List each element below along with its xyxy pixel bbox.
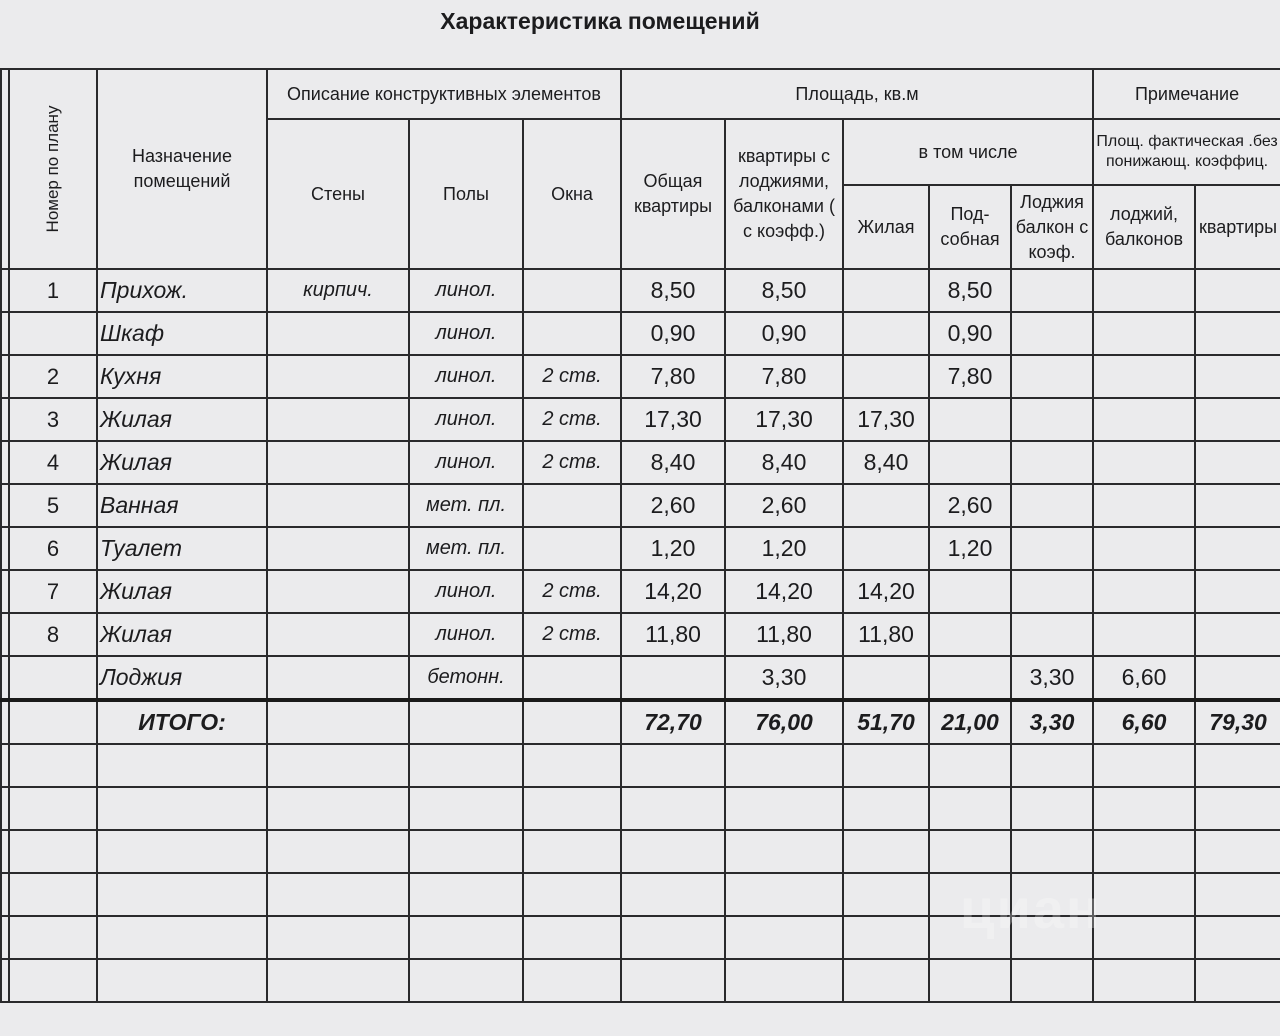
table-row xyxy=(1,269,1280,312)
table-row xyxy=(1,355,1280,398)
fact-loggia-cell xyxy=(1093,398,1195,441)
empty-cell xyxy=(409,873,523,916)
flat-header: квартиры xyxy=(1195,185,1280,269)
loggia-cell xyxy=(1011,269,1093,312)
living-header: Жилая xyxy=(843,185,929,269)
area-header: Площадь, кв.м xyxy=(621,69,1093,119)
empty-cell xyxy=(9,830,97,873)
windows-cell xyxy=(523,527,621,570)
windows-cell xyxy=(523,656,621,700)
empty-cell xyxy=(1093,916,1195,959)
floors-cell: линол. xyxy=(409,441,523,484)
walls-cell xyxy=(267,355,409,398)
loggia-cell xyxy=(1011,484,1093,527)
total-cell: 8,40 xyxy=(621,441,725,484)
empty-cell xyxy=(621,873,725,916)
empty-row xyxy=(1,744,1280,787)
empty-cell xyxy=(9,744,97,787)
windows-cell: 2 ств. xyxy=(523,441,621,484)
room-no: 4 xyxy=(9,441,97,484)
floors-cell: бетонн. xyxy=(409,656,523,700)
loggias-balconies-header: лоджий, балконов xyxy=(1093,185,1195,269)
fact-loggia-cell xyxy=(1093,527,1195,570)
empty-cell xyxy=(523,959,621,1002)
windows-cell: 2 ств. xyxy=(523,570,621,613)
empty-cell xyxy=(523,916,621,959)
fact-flat-cell xyxy=(1195,269,1280,312)
empty-cell xyxy=(843,830,929,873)
empty-cell xyxy=(929,744,1011,787)
room-no xyxy=(9,656,97,700)
table-row xyxy=(1,484,1280,527)
table-row xyxy=(1,527,1280,570)
cut-cell xyxy=(1,700,9,744)
empty-cell xyxy=(97,916,267,959)
cut-cell xyxy=(1,484,9,527)
fact-loggia-cell xyxy=(1093,312,1195,355)
empty-cell xyxy=(725,959,843,1002)
walls-cell xyxy=(267,398,409,441)
empty-cell xyxy=(1195,873,1280,916)
cut-cell xyxy=(1,398,9,441)
fact-flat-cell xyxy=(1195,441,1280,484)
empty-cell xyxy=(97,959,267,1002)
empty-cell xyxy=(621,916,725,959)
floors-cell: линол. xyxy=(409,570,523,613)
empty-cell xyxy=(725,830,843,873)
room-no: 5 xyxy=(9,484,97,527)
empty-cell xyxy=(1,787,9,830)
empty-cell xyxy=(267,787,409,830)
empty-cell xyxy=(1093,873,1195,916)
empty-cell xyxy=(409,959,523,1002)
empty-cell xyxy=(929,830,1011,873)
empty-cell xyxy=(523,787,621,830)
living-cell xyxy=(843,484,929,527)
windows-cell: 2 ств. xyxy=(523,398,621,441)
rooms-table xyxy=(0,68,1280,1003)
empty-row xyxy=(1,830,1280,873)
walls-cell xyxy=(267,441,409,484)
total-cell: 8,50 xyxy=(621,269,725,312)
utility-cell: 1,20 xyxy=(929,527,1011,570)
fact-flat-cell xyxy=(1195,656,1280,700)
with-loggia-cell: 17,30 xyxy=(725,398,843,441)
windows-cell xyxy=(523,312,621,355)
empty-cell xyxy=(725,787,843,830)
floors-cell: мет. пл. xyxy=(409,484,523,527)
totals-utility: 21,00 xyxy=(929,700,1011,744)
empty-cell xyxy=(1,873,9,916)
utility-header: Под-собная xyxy=(929,185,1011,269)
windows-cell xyxy=(523,269,621,312)
room-no: 1 xyxy=(9,269,97,312)
room-name: Жилая xyxy=(97,398,267,441)
utility-cell: 2,60 xyxy=(929,484,1011,527)
walls-cell xyxy=(267,570,409,613)
living-cell: 14,20 xyxy=(843,570,929,613)
header-row-1 xyxy=(1,69,1280,119)
with-loggia-cell: 7,80 xyxy=(725,355,843,398)
table-row xyxy=(1,312,1280,355)
empty-cell xyxy=(9,873,97,916)
total-cell: 0,90 xyxy=(621,312,725,355)
empty-cell xyxy=(725,916,843,959)
empty-cell xyxy=(843,916,929,959)
fact-flat-cell xyxy=(1195,613,1280,656)
empty-cell xyxy=(1011,744,1093,787)
construction-header: Описание конструктивных элементов xyxy=(267,69,621,119)
fact-loggia-cell: 6,60 xyxy=(1093,656,1195,700)
floors-cell: линол. xyxy=(409,269,523,312)
empty-cell xyxy=(1093,787,1195,830)
total-flat-header: Общая квартиры xyxy=(621,119,725,269)
windows-cell: 2 ств. xyxy=(523,355,621,398)
loggia-cell xyxy=(1011,441,1093,484)
living-cell xyxy=(843,527,929,570)
room-no: 6 xyxy=(9,527,97,570)
utility-cell xyxy=(929,656,1011,700)
totals-floors xyxy=(409,700,523,744)
floors-cell: линол. xyxy=(409,398,523,441)
room-no: 7 xyxy=(9,570,97,613)
totals-total: 72,70 xyxy=(621,700,725,744)
room-name: Туалет xyxy=(97,527,267,570)
table-row xyxy=(1,656,1280,700)
empty-cell xyxy=(621,744,725,787)
utility-cell: 0,90 xyxy=(929,312,1011,355)
fact-flat-cell xyxy=(1195,398,1280,441)
loggia-cell xyxy=(1011,312,1093,355)
totals-walls xyxy=(267,700,409,744)
fact-loggia-cell xyxy=(1093,570,1195,613)
with-loggia-header: квартиры с лоджиями, балконами ( с коэфф.) xyxy=(725,119,843,269)
walls-cell xyxy=(267,613,409,656)
with-loggia-cell: 3,30 xyxy=(725,656,843,700)
loggia-cell xyxy=(1011,355,1093,398)
empty-cell xyxy=(843,787,929,830)
empty-cell xyxy=(523,744,621,787)
empty-cell xyxy=(267,959,409,1002)
with-loggia-cell: 2,60 xyxy=(725,484,843,527)
fact-flat-cell xyxy=(1195,312,1280,355)
floors-cell: линол. xyxy=(409,355,523,398)
cut-cell xyxy=(1,355,9,398)
with-loggia-cell: 11,80 xyxy=(725,613,843,656)
empty-cell xyxy=(9,959,97,1002)
empty-cell xyxy=(1195,959,1280,1002)
empty-cell xyxy=(1011,959,1093,1002)
totals-row xyxy=(1,700,1280,744)
floors-header: Полы xyxy=(409,119,523,269)
empty-cell xyxy=(409,916,523,959)
fact-flat-cell xyxy=(1195,355,1280,398)
empty-cell xyxy=(1,916,9,959)
empty-cell xyxy=(97,873,267,916)
loggia-cell xyxy=(1011,527,1093,570)
walls-cell xyxy=(267,527,409,570)
totals-living: 51,70 xyxy=(843,700,929,744)
cut-cell xyxy=(1,613,9,656)
room-name: Лоджия xyxy=(97,656,267,700)
utility-cell xyxy=(929,441,1011,484)
page-title: Характеристика помещений xyxy=(440,8,760,34)
empty-cell xyxy=(97,744,267,787)
windows-cell xyxy=(523,484,621,527)
living-cell xyxy=(843,312,929,355)
fact-loggia-cell xyxy=(1093,484,1195,527)
utility-cell xyxy=(929,570,1011,613)
table-row xyxy=(1,441,1280,484)
walls-header: Стены xyxy=(267,119,409,269)
room-name: Ванная xyxy=(97,484,267,527)
purpose-header: Назначение помещений xyxy=(97,69,267,269)
empty-cell xyxy=(843,959,929,1002)
cut-cell xyxy=(1,269,9,312)
windows-cell: 2 ств. xyxy=(523,613,621,656)
empty-cell xyxy=(725,744,843,787)
room-name: Жилая xyxy=(97,441,267,484)
cut-cell xyxy=(1,441,9,484)
totals-loggia: 3,30 xyxy=(1011,700,1093,744)
note-header: Примечание xyxy=(1093,69,1280,119)
with-loggia-cell: 8,50 xyxy=(725,269,843,312)
with-loggia-cell: 0,90 xyxy=(725,312,843,355)
with-loggia-cell: 8,40 xyxy=(725,441,843,484)
empty-cell xyxy=(267,916,409,959)
empty-cell xyxy=(621,959,725,1002)
empty-cell xyxy=(843,873,929,916)
loggia-coef-header: Лоджия балкон с коэф. xyxy=(1011,185,1093,269)
empty-cell xyxy=(523,873,621,916)
table-row xyxy=(1,613,1280,656)
floors-cell: мет. пл. xyxy=(409,527,523,570)
room-no xyxy=(9,312,97,355)
fact-loggia-cell xyxy=(1093,441,1195,484)
empty-cell xyxy=(267,830,409,873)
living-cell xyxy=(843,656,929,700)
totals-fact-flat: 79,30 xyxy=(1195,700,1280,744)
room-name: Кухня xyxy=(97,355,267,398)
watermark-logo: циан xyxy=(960,877,1102,940)
empty-cell xyxy=(1195,916,1280,959)
empty-cell xyxy=(1,744,9,787)
totals-with-loggia: 76,00 xyxy=(725,700,843,744)
including-header: в том числе xyxy=(843,119,1093,185)
total-cell: 17,30 xyxy=(621,398,725,441)
empty-cell xyxy=(1093,830,1195,873)
empty-cell xyxy=(1,830,9,873)
room-name: Шкаф xyxy=(97,312,267,355)
room-name: Жилая xyxy=(97,613,267,656)
fact-flat-cell xyxy=(1195,484,1280,527)
loggia-cell: 3,30 xyxy=(1011,656,1093,700)
loggia-cell xyxy=(1011,398,1093,441)
walls-cell: кирпич. xyxy=(267,269,409,312)
empty-cell xyxy=(1195,787,1280,830)
room-no-header: Номер по плану xyxy=(9,69,97,269)
empty-cell xyxy=(621,787,725,830)
totals-no xyxy=(9,700,97,744)
room-no: 8 xyxy=(9,613,97,656)
total-cell: 1,20 xyxy=(621,527,725,570)
empty-cell xyxy=(843,744,929,787)
loggia-cell xyxy=(1011,613,1093,656)
walls-cell xyxy=(267,312,409,355)
empty-cell xyxy=(523,830,621,873)
loggia-cell xyxy=(1011,570,1093,613)
empty-cell xyxy=(97,830,267,873)
empty-cell xyxy=(1011,787,1093,830)
room-name: Прихож. xyxy=(97,269,267,312)
cut-column xyxy=(1,69,9,269)
empty-cell xyxy=(1093,959,1195,1002)
table-row xyxy=(1,570,1280,613)
cut-cell xyxy=(1,570,9,613)
room-no: 3 xyxy=(9,398,97,441)
fact-flat-cell xyxy=(1195,570,1280,613)
living-cell xyxy=(843,269,929,312)
empty-cell xyxy=(9,787,97,830)
total-cell: 14,20 xyxy=(621,570,725,613)
empty-cell xyxy=(1,959,9,1002)
totals-windows xyxy=(523,700,621,744)
utility-cell xyxy=(929,613,1011,656)
living-cell: 8,40 xyxy=(843,441,929,484)
total-cell xyxy=(621,656,725,700)
with-loggia-cell: 1,20 xyxy=(725,527,843,570)
empty-cell xyxy=(929,787,1011,830)
cut-cell xyxy=(1,656,9,700)
totals-fact-loggia: 6,60 xyxy=(1093,700,1195,744)
total-cell: 11,80 xyxy=(621,613,725,656)
empty-cell xyxy=(1093,744,1195,787)
living-cell xyxy=(843,355,929,398)
floors-cell: линол. xyxy=(409,312,523,355)
table-row xyxy=(1,398,1280,441)
note-sub-header: Площ. фактическая .без понижающ. коэффиц. xyxy=(1093,119,1280,185)
room-no: 2 xyxy=(9,355,97,398)
utility-cell: 8,50 xyxy=(929,269,1011,312)
empty-cell xyxy=(267,873,409,916)
utility-cell: 7,80 xyxy=(929,355,1011,398)
empty-cell xyxy=(9,916,97,959)
walls-cell xyxy=(267,484,409,527)
empty-row xyxy=(1,959,1280,1002)
empty-cell xyxy=(929,959,1011,1002)
total-cell: 2,60 xyxy=(621,484,725,527)
walls-cell xyxy=(267,656,409,700)
cut-cell xyxy=(1,527,9,570)
empty-cell xyxy=(97,787,267,830)
fact-loggia-cell xyxy=(1093,269,1195,312)
empty-cell xyxy=(267,744,409,787)
empty-cell xyxy=(1195,744,1280,787)
fact-flat-cell xyxy=(1195,527,1280,570)
totals-label: ИТОГО: xyxy=(97,700,267,744)
empty-row xyxy=(1,787,1280,830)
empty-cell xyxy=(1011,830,1093,873)
total-cell: 7,80 xyxy=(621,355,725,398)
windows-header: Окна xyxy=(523,119,621,269)
fact-loggia-cell xyxy=(1093,613,1195,656)
room-name: Жилая xyxy=(97,570,267,613)
empty-cell xyxy=(1195,830,1280,873)
empty-cell xyxy=(409,744,523,787)
cut-cell xyxy=(1,312,9,355)
empty-cell xyxy=(409,830,523,873)
with-loggia-cell: 14,20 xyxy=(725,570,843,613)
empty-cell xyxy=(621,830,725,873)
living-cell: 11,80 xyxy=(843,613,929,656)
floors-cell: линол. xyxy=(409,613,523,656)
fact-loggia-cell xyxy=(1093,355,1195,398)
empty-cell xyxy=(409,787,523,830)
living-cell: 17,30 xyxy=(843,398,929,441)
empty-cell xyxy=(725,873,843,916)
utility-cell xyxy=(929,398,1011,441)
